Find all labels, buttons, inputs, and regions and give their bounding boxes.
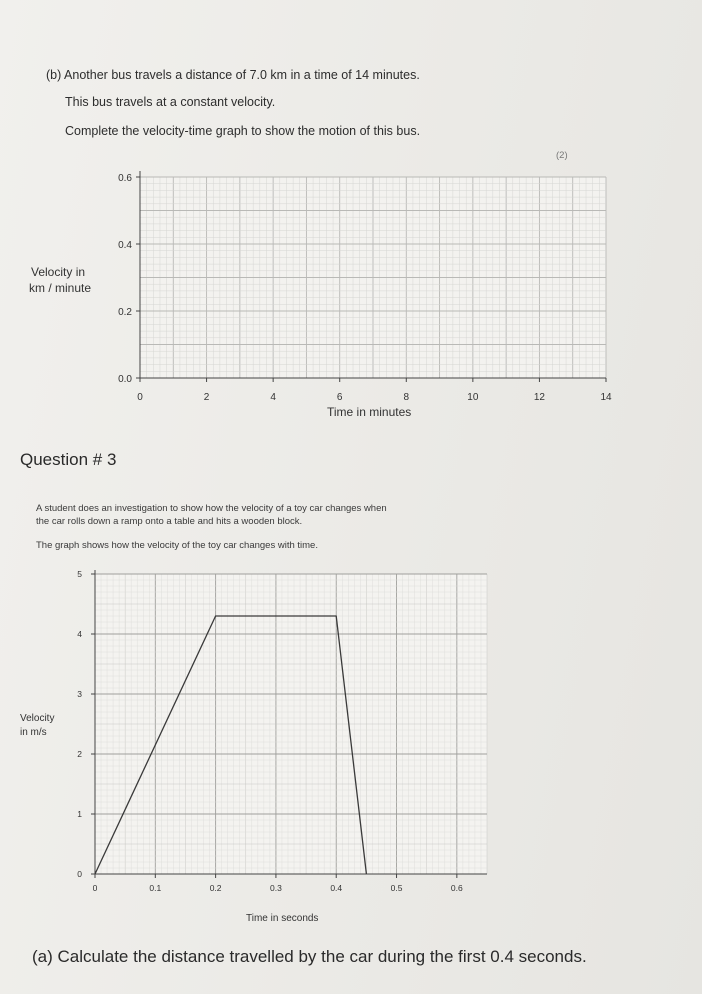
chart1-y-tick-label: 0.2 [118, 307, 132, 318]
chart1-x-tick-label: 6 [336, 392, 343, 403]
chart1-x-tick-label: 0 [137, 392, 143, 403]
chart1-y-tick-label: 0.6 [118, 173, 132, 184]
chart1-x-tick-label: 2 [203, 392, 210, 403]
question3-heading: Question # 3 [20, 450, 117, 469]
chart1-y-tick-label: 0.0 [118, 374, 132, 385]
question3-intro-line2: the car rolls down a ramp onto a table and hits a wooden block. [36, 516, 303, 527]
chart1-x-tick-label: 12 [533, 392, 545, 403]
chart2-y-tick-label: 4 [77, 629, 82, 639]
chart2-y-tick-label: 1 [77, 809, 82, 819]
part-b-marks: (2) [556, 150, 568, 161]
chart2-y-tick-label: 2 [77, 749, 82, 759]
chart2-x-tick-label: 0.4 [330, 883, 343, 893]
question3-part-a: (a) Calculate the distance travelled by the car during the first 0.4 seconds. [32, 947, 587, 966]
chart1-ylabel-line1: Velocity in [31, 265, 86, 279]
part-b-line2: This bus travels at a constant velocity. [65, 95, 276, 109]
chart2-x-tick-label: 0 [92, 883, 98, 893]
chart2-xlabel: Time in seconds [246, 913, 319, 924]
part-b-line1: (b) Another bus travels a distance of 7.0 km in a time of 14 minutes. [46, 68, 420, 82]
chart2-y-tick-label: 3 [77, 689, 82, 699]
chart2-x-tick-label: 0.3 [270, 883, 282, 893]
chart1-xlabel: Time in minutes [327, 405, 412, 419]
question3-intro-line3: The graph shows how the velocity of the toy car changes with time. [36, 540, 318, 551]
chart1-y-tick-label: 0.4 [118, 240, 132, 251]
chart2-x-tick-label: 0.6 [450, 883, 463, 893]
chart2-x-tick-label: 0.2 [209, 883, 222, 893]
chart2-x-tick-label: 0.1 [149, 883, 162, 893]
chart2-y-tick-label: 0 [77, 869, 82, 879]
chart1-x-tick-label: 8 [403, 392, 410, 403]
question3-intro-line1: A student does an investigation to show how the velocity of a toy car changes when [36, 503, 387, 514]
chart1-ylabel-line2: km / minute [29, 281, 92, 295]
chart2-grid [95, 574, 487, 874]
chart2-ylabel-line1: Velocity [20, 713, 55, 724]
chart1-x-tick-label: 4 [270, 392, 276, 403]
chart1-x-tick-label: 10 [467, 392, 479, 403]
part-b-line3: Complete the velocity-time graph to show the motion of this bus. [65, 124, 421, 138]
chart2-y-tick-label: 5 [77, 569, 82, 579]
chart1-x-tick-label: 14 [600, 392, 612, 403]
chart2-x-tick-label: 0.5 [390, 883, 403, 893]
chart2-ylabel-line2: in m/s [20, 727, 47, 738]
